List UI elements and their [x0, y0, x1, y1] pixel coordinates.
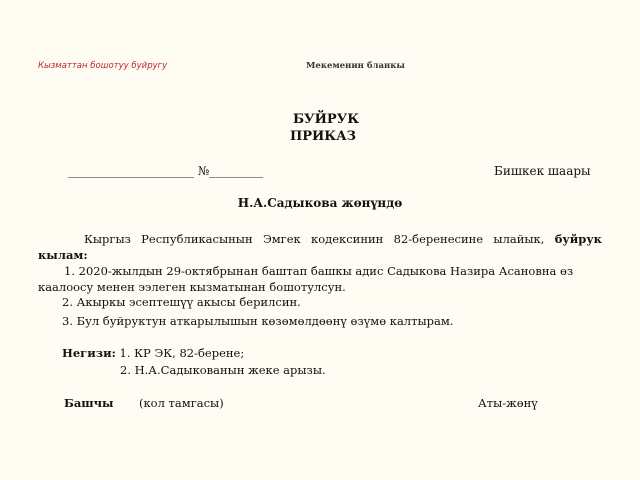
document-title-translation: ПРИКАЗ: [289, 129, 357, 144]
order-item-1: 1. 2020-жылдын 29-октябрынан баштап башкы адис Садыкова Назира Асановна өз каалоосу менен ээлеген кызматынан бошотулсун.: [38, 264, 574, 294]
basis-line: [62, 346, 244, 360]
preamble-bold-verb: буйрук: [554, 232, 602, 246]
signer-title: Башчы: [64, 396, 114, 410]
signer-name-placeholder: Аты-жөнү: [478, 396, 538, 410]
letterhead-note: Мекеменин бланкы: [306, 61, 405, 71]
document-type-note: Кызматтан бошотуу буйругу: [38, 61, 168, 71]
basis-label: Негизи:: [62, 346, 116, 360]
order-number-line: _____________________ №_________: [68, 164, 264, 178]
order-item-3: 3. Бул буйруктун аткарылышын көзөмөлдөөнү өзүмө калтырам.: [62, 314, 454, 328]
basis-item-1: 1. КР ЭК, 82-берене;: [119, 346, 245, 360]
preamble-paragraph: [38, 231, 602, 263]
order-subject: Н.А.Садыкова жөнүндө: [237, 196, 403, 210]
city-label: Бишкек шаары: [494, 164, 591, 178]
document-title: БУЙРУК: [292, 112, 360, 127]
signature-placeholder: (кол тамгасы): [139, 396, 224, 410]
basis-item-2: 2. Н.А.Садыкованын жеке арызы.: [120, 363, 326, 377]
order-item-2: 2. Акыркы эсептешүү акысы берилсин.: [62, 295, 301, 309]
preamble-text: Кыргыз Республикасынын Эмгек кодексинин 82-беренесине ылайык,: [84, 232, 545, 246]
preamble-bold-end: кылам:: [38, 248, 88, 262]
